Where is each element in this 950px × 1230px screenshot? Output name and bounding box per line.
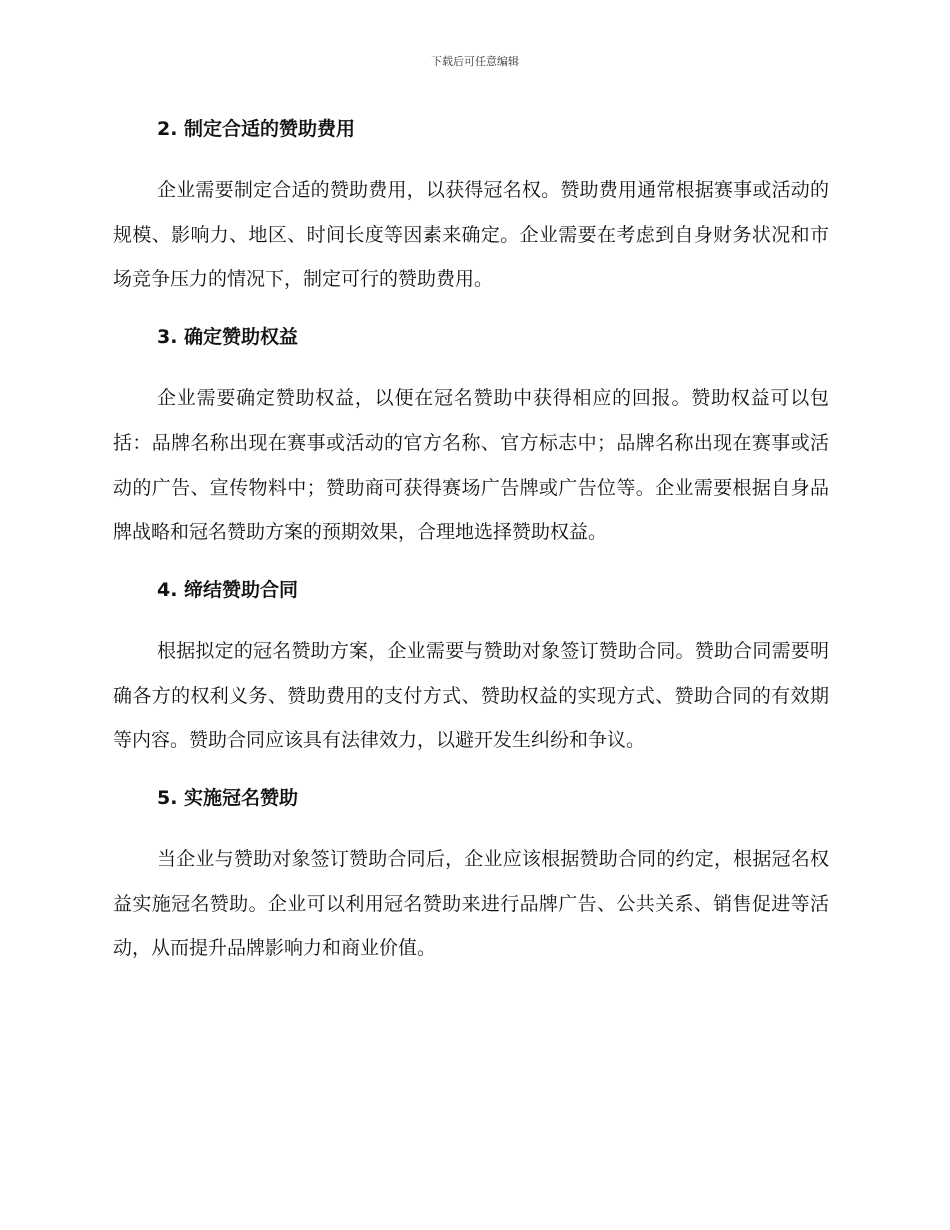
section-sponsorship-fee	[113, 112, 829, 302]
section-sponsorship-rights	[113, 320, 829, 555]
section-paragraph: 企业需要确定赞助权益，以便在冠名赞助中获得相应的回报。赞助权益可以包括：品牌名称出现在赛事或活动的官方名称、官方标志中；品牌名称出现在赛事或活动的广告、宣传物料中；赞助商可获得赛场广告牌或广告位等。企业需要根据自身品牌战略和冠名赞助方案的预期效果，合理地选择赞助权益。	[113, 387, 829, 544]
section-sponsorship-implementation	[113, 781, 829, 971]
section-heading: 2. 制定合适的赞助费用	[157, 118, 356, 140]
document-body	[113, 112, 829, 989]
section-paragraph: 当企业与赞助对象签订赞助合同后，企业应该根据赞助合同的约定，根据冠名权益实施冠名赞助。企业可以利用冠名赞助来进行品牌广告、公共关系、销售促进等活动，从而提升品牌影响力和商业价值。	[113, 848, 829, 960]
section-heading: 5. 实施冠名赞助	[157, 787, 299, 810]
section-paragraph: 根据拟定的冠名赞助方案，企业需要与赞助对象签订赞助合同。赞助合同需要明确各方的权利义务、赞助费用的支付方式、赞助权益的实现方式、赞助合同的有效期等内容。赞助合同应该具有法律效力，以避开发生纠纷和争议。	[113, 639, 829, 752]
section-heading: 4. 缔结赞助合同	[157, 578, 299, 601]
page-header: 下载后可任意编辑	[431, 55, 519, 68]
section-paragraph: 企业需要制定合适的赞助费用，以获得冠名权。赞助费用通常根据赛事或活动的规模、影响力、地区、时间长度等因素来确定。企业需要在考虑到自身财务状况和市场竞争压力的情况下，制定可行的赞助费用。	[113, 179, 829, 291]
section-sponsorship-contract	[113, 573, 829, 763]
section-heading: 3. 确定赞助权益	[157, 326, 299, 349]
